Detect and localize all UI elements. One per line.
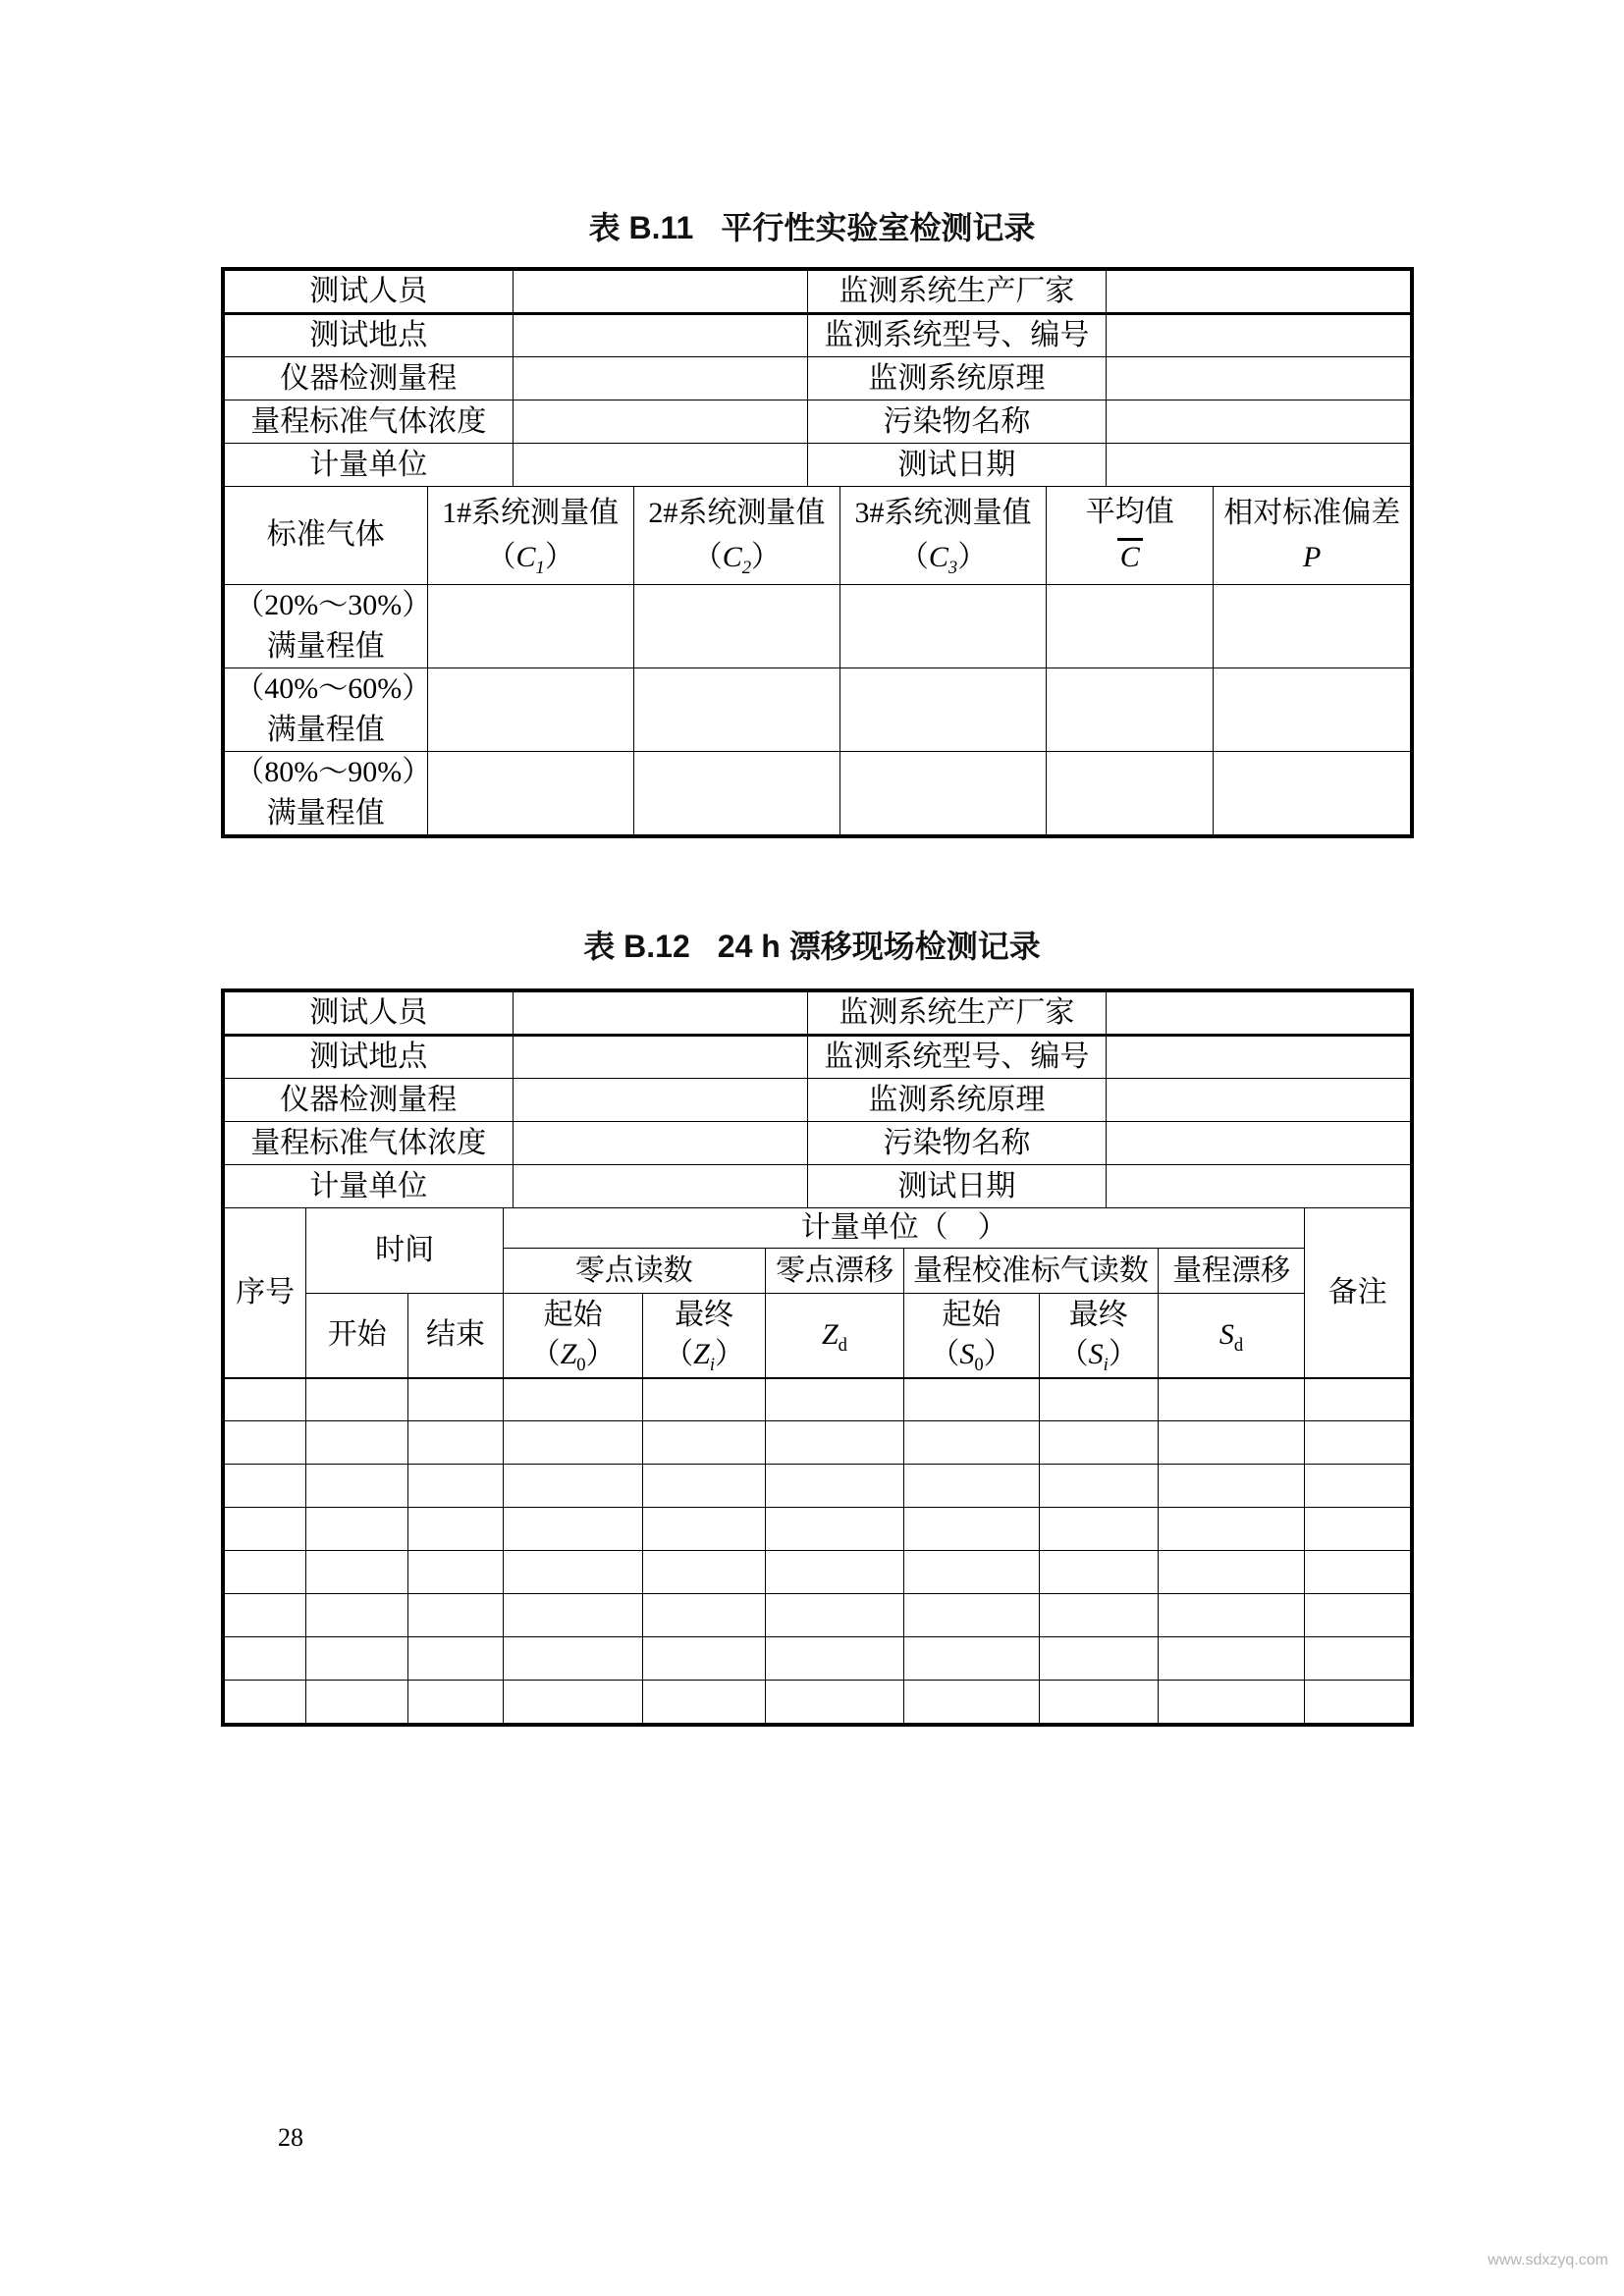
z0-symbol: $(Z_0)$	[530, 1338, 616, 1376]
label-instrument-range: 仪器检测量程	[225, 1079, 514, 1122]
empty-cell	[1039, 1465, 1158, 1508]
empty-cell	[633, 751, 839, 834]
empty-cell	[408, 1508, 504, 1551]
empty-cell	[1158, 1681, 1305, 1724]
value-manufacturer	[1106, 271, 1410, 314]
value-pollutant	[1106, 400, 1410, 444]
value-test-date	[1106, 444, 1410, 487]
header-sys3-symbol: $(C_3)$	[898, 540, 988, 578]
label-principle: 监测系统原理	[808, 1079, 1106, 1122]
empty-cell	[1039, 1637, 1158, 1681]
label-manufacturer: 监测系统生产厂家	[808, 271, 1106, 314]
label-location: 测试地点	[225, 1036, 514, 1079]
si-symbol: $(S_i)$	[1058, 1338, 1138, 1376]
value-unit	[513, 1165, 808, 1208]
label-model-no: 监测系统型号、编号	[808, 314, 1106, 357]
empty-cell	[408, 1551, 504, 1594]
empty-cell	[225, 1508, 306, 1551]
watermark: www.sdxzyq.com	[1488, 2252, 1608, 2269]
empty-cell	[839, 584, 1046, 667]
value-location	[513, 1036, 808, 1079]
table1-title-label: 表 B.11	[588, 210, 694, 245]
page-number: 28	[278, 2123, 303, 2152]
empty-cell	[408, 1465, 504, 1508]
value-tester	[513, 992, 808, 1036]
empty-cell	[904, 1551, 1040, 1594]
header-span-reading: 量程校准标气读数	[904, 1249, 1159, 1294]
header-sys1	[427, 487, 633, 584]
header-standard-gas: 标准气体	[225, 487, 428, 584]
empty-cell	[1305, 1594, 1411, 1637]
header-average-label: 平均值	[1085, 496, 1174, 529]
empty-cell	[1039, 1681, 1158, 1724]
empty-cell	[1158, 1465, 1305, 1508]
empty-cell	[306, 1508, 408, 1551]
header-sys1-symbol: $(C_1)$	[486, 540, 574, 578]
empty-cell	[306, 1637, 408, 1681]
empty-cell	[408, 1378, 504, 1421]
empty-cell	[408, 1681, 504, 1724]
table-row	[225, 1551, 1411, 1594]
empty-cell	[225, 1421, 306, 1465]
empty-cell	[1039, 1508, 1158, 1551]
value-instrument-range	[513, 1079, 808, 1122]
empty-cell	[765, 1421, 903, 1465]
empty-cell	[904, 1594, 1040, 1637]
empty-cell	[503, 1594, 643, 1637]
empty-cell	[633, 584, 839, 667]
empty-cell	[1047, 751, 1214, 834]
table2-title-text: 24 h 漂移现场检测记录	[717, 929, 1041, 964]
empty-cell	[1305, 1508, 1411, 1551]
header-rsd-symbol: P	[1303, 540, 1322, 573]
empty-cell	[408, 1594, 504, 1637]
label-tester: 测试人员	[225, 992, 514, 1036]
empty-cell	[1305, 1378, 1411, 1421]
table-row	[225, 1421, 1411, 1465]
empty-cell	[1039, 1551, 1158, 1594]
empty-cell	[765, 1508, 903, 1551]
empty-cell	[306, 1465, 408, 1508]
empty-cell	[306, 1378, 408, 1421]
empty-cell	[503, 1378, 643, 1421]
empty-cell	[1039, 1421, 1158, 1465]
table1-title-text: 平行性实验室检测记录	[721, 210, 1036, 245]
empty-cell	[643, 1378, 765, 1421]
label-pollutant: 污染物名称	[808, 1122, 1106, 1165]
empty-cell	[1214, 751, 1411, 834]
value-pollutant	[1106, 1122, 1410, 1165]
empty-cell	[765, 1465, 903, 1508]
row-label-80-90-fullscale: （80%～90%）满量程值	[225, 751, 428, 834]
s0-symbol: $(S_0)$	[930, 1338, 1013, 1376]
empty-cell	[765, 1594, 903, 1637]
label-span-gas-concentration: 量程标准气体浓度	[225, 1122, 514, 1165]
header-rsd-label: 相对标准偏差	[1223, 496, 1401, 529]
header-rsd	[1214, 487, 1411, 584]
empty-cell	[904, 1508, 1040, 1551]
zi-symbol: $(Z_i)$	[664, 1338, 745, 1376]
table-row	[225, 1378, 1411, 1421]
empty-cell	[643, 1681, 765, 1724]
table-b11-data	[224, 487, 1411, 835]
empty-cell	[1158, 1551, 1305, 1594]
header-start: 开始	[306, 1294, 408, 1378]
empty-cell	[427, 584, 633, 667]
table-b12-info	[224, 991, 1411, 1208]
empty-cell	[1158, 1594, 1305, 1637]
table1-title	[0, 208, 1624, 247]
label-principle: 监测系统原理	[808, 357, 1106, 400]
table-b11	[221, 267, 1414, 838]
empty-cell	[225, 1681, 306, 1724]
table2-title	[0, 927, 1624, 966]
empty-cell	[1158, 1421, 1305, 1465]
header-zero-drift: 零点漂移	[765, 1249, 903, 1294]
table2-title-label: 表 B.12	[583, 929, 690, 964]
header-seq: 序号	[225, 1208, 306, 1378]
label-test-date: 测试日期	[808, 444, 1106, 487]
empty-cell	[225, 1465, 306, 1508]
table-row	[225, 1594, 1411, 1637]
label-location: 测试地点	[225, 314, 514, 357]
empty-cell	[503, 1551, 643, 1594]
label-instrument-range: 仪器检测量程	[225, 357, 514, 400]
empty-cell	[306, 1421, 408, 1465]
label-pollutant: 污染物名称	[808, 400, 1106, 444]
empty-cell	[765, 1681, 903, 1724]
value-test-date	[1106, 1165, 1410, 1208]
empty-cell	[1039, 1378, 1158, 1421]
value-unit	[513, 444, 808, 487]
empty-cell	[1305, 1421, 1411, 1465]
empty-cell	[427, 751, 633, 834]
value-location	[513, 314, 808, 357]
empty-cell	[643, 1551, 765, 1594]
table-row	[225, 1681, 1411, 1724]
table-b11-info	[224, 270, 1411, 487]
empty-cell	[225, 1551, 306, 1594]
value-model-no	[1106, 1036, 1410, 1079]
label-span-gas-concentration: 量程标准气体浓度	[225, 400, 514, 444]
header-sys3-label: 3#系统测量值	[854, 496, 1032, 529]
header-sys2-label: 2#系统测量值	[648, 496, 826, 529]
empty-cell	[503, 1465, 643, 1508]
empty-cell	[306, 1681, 408, 1724]
empty-cell	[643, 1465, 765, 1508]
empty-cell	[839, 751, 1046, 834]
empty-cell	[1305, 1551, 1411, 1594]
empty-cell	[225, 1594, 306, 1637]
label-test-date: 测试日期	[808, 1165, 1106, 1208]
row-label-20-30-fullscale: （20%～30%）满量程值	[225, 584, 428, 667]
header-sys2-symbol: $(C_2)$	[692, 540, 781, 578]
empty-cell	[1047, 584, 1214, 667]
header-span-final: 最终 $(S_i)$	[1039, 1294, 1158, 1378]
header-average-symbol: C	[1051, 538, 1209, 575]
table-row	[225, 1508, 1411, 1551]
empty-cell	[643, 1637, 765, 1681]
header-remark: 备注	[1305, 1208, 1411, 1378]
empty-cell	[765, 1378, 903, 1421]
table-b12	[221, 988, 1414, 1727]
label-model-no: 监测系统型号、编号	[808, 1036, 1106, 1079]
empty-cell	[1305, 1637, 1411, 1681]
empty-cell	[1039, 1594, 1158, 1637]
header-zd: $Z_d$	[765, 1294, 903, 1378]
table-row	[225, 1637, 1411, 1681]
empty-cell	[408, 1421, 504, 1465]
empty-cell	[904, 1421, 1040, 1465]
header-zero-reading: 零点读数	[503, 1249, 765, 1294]
label-tester: 测试人员	[225, 271, 514, 314]
empty-cell	[643, 1421, 765, 1465]
value-principle	[1106, 1079, 1410, 1122]
header-zero-initial: 起始 $(Z_0)$	[503, 1294, 643, 1378]
empty-cell	[1214, 667, 1411, 751]
empty-cell	[633, 667, 839, 751]
empty-cell	[503, 1421, 643, 1465]
value-manufacturer	[1106, 992, 1410, 1036]
table-row	[225, 667, 1411, 751]
table-row	[225, 1465, 1411, 1508]
header-end: 结束	[408, 1294, 504, 1378]
value-instrument-range	[513, 357, 808, 400]
header-span-drift: 量程漂移	[1158, 1249, 1305, 1294]
empty-cell	[904, 1681, 1040, 1724]
empty-cell	[1305, 1465, 1411, 1508]
empty-cell	[1047, 667, 1214, 751]
header-span-initial: 起始 $(S_0)$	[904, 1294, 1040, 1378]
header-sd: $S_d$	[1158, 1294, 1305, 1378]
label-unit: 计量单位	[225, 1165, 514, 1208]
header-average	[1047, 487, 1214, 584]
header-sys2	[633, 487, 839, 584]
empty-cell	[904, 1637, 1040, 1681]
header-sys3	[839, 487, 1046, 584]
value-span-gas-concentration	[513, 1122, 808, 1165]
value-principle	[1106, 357, 1410, 400]
empty-cell	[1305, 1681, 1411, 1724]
empty-cell	[1158, 1508, 1305, 1551]
header-sys1-label: 1#系统测量值	[442, 496, 620, 529]
empty-cell	[904, 1378, 1040, 1421]
header-time: 时间	[306, 1208, 504, 1294]
empty-cell	[503, 1637, 643, 1681]
empty-cell	[306, 1594, 408, 1637]
empty-cell	[306, 1551, 408, 1594]
empty-cell	[1158, 1378, 1305, 1421]
empty-cell	[427, 667, 633, 751]
label-unit: 计量单位	[225, 444, 514, 487]
row-label-40-60-fullscale: （40%～60%）满量程值	[225, 667, 428, 751]
empty-cell	[225, 1637, 306, 1681]
header-unit: 计量单位（ ）	[503, 1208, 1305, 1249]
empty-cell	[408, 1637, 504, 1681]
header-zero-final: 最终 $(Z_i)$	[643, 1294, 765, 1378]
empty-cell	[765, 1551, 903, 1594]
empty-cell	[765, 1637, 903, 1681]
label-manufacturer: 监测系统生产厂家	[808, 992, 1106, 1036]
empty-cell	[1214, 584, 1411, 667]
empty-cell	[643, 1594, 765, 1637]
table-row	[225, 751, 1411, 834]
value-tester	[513, 271, 808, 314]
empty-cell	[643, 1508, 765, 1551]
empty-cell	[503, 1681, 643, 1724]
value-model-no	[1106, 314, 1410, 357]
table-row	[225, 584, 1411, 667]
empty-cell	[839, 667, 1046, 751]
empty-cell	[1158, 1637, 1305, 1681]
empty-cell	[904, 1465, 1040, 1508]
value-span-gas-concentration	[513, 400, 808, 444]
empty-cell	[225, 1378, 306, 1421]
table-b12-data	[224, 1208, 1411, 1724]
empty-cell	[503, 1508, 643, 1551]
